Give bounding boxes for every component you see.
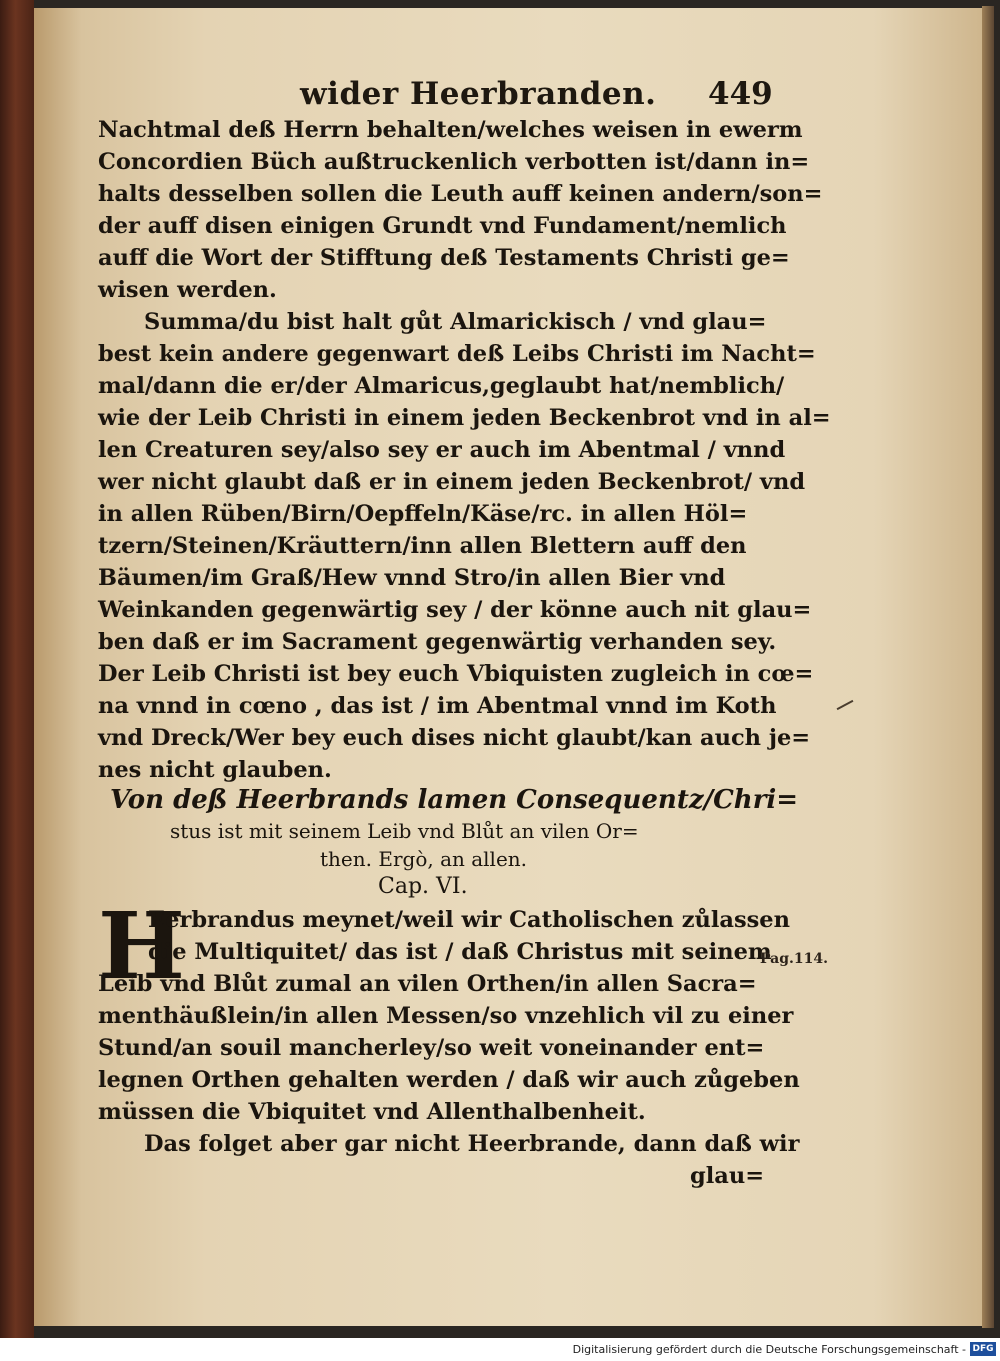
page-number: 449 [708,76,773,112]
text-line: auff die Wort der Stifftung deß Testaments Christi ge= [98,245,790,271]
drop-cap: H [98,892,185,1000]
book-spine [0,0,34,1338]
dfg-logo-icon: DFG [970,1342,996,1356]
text-line: müssen die Vbiquitet vnd Allenthalbenheit. [98,1099,646,1125]
text-line: Nachtmal deß Herrn behalten/welches weisen in ewerm [98,117,803,143]
text-line: Das folget aber gar nicht Heerbrande, dann daß wir [144,1131,800,1157]
text-line: halts desselben sollen die Leuth auff keinen andern/son= [98,181,823,207]
text-line: der auff disen einigen Grundt vnd Fundament/nemlich [98,213,787,239]
chapter-heading-cont: stus ist mit seinem Leib vnd Blůt an vilen Or= [170,819,639,843]
catchword: glau= [690,1163,765,1189]
chapter-label: Cap. VI. [378,874,468,899]
text-line: ben daß er im Sacrament gegenwärtig verhanden sey. [98,629,777,655]
footer [0,1338,1000,1361]
text-line: die Multiquitet/ das ist / daß Christus mit seinem [148,939,772,965]
text-line: best kein andere gegenwart deß Leibs Christi im Nacht= [98,341,816,367]
text-line: Der Leib Christi ist bey euch Vbiquisten zugleich in cœ= [98,661,814,687]
text-line: Concordien Büch außtruckenlich verbotten ist/dann in= [98,149,810,175]
funding-credit: Digitalisierung gefördert durch die Deutsche Forschungsgemeinschaft - [572,1343,966,1356]
text-line: legnen Orthen gehalten werden / daß wir auch zůgeben [98,1067,800,1093]
text-line: Leib vnd Blůt zumal an vilen Orthen/in allen Sacra= [98,971,757,997]
text-line: wisen werden. [98,277,277,303]
text-line: len Creaturen sey/also sey er auch im Abentmal / vnnd [98,437,786,463]
text-line: Bäumen/im Graß/Hew vnnd Stro/in allen Bier vnd [98,565,726,591]
text-line: in allen Rüben/Birn/Oepffeln/Käse/rc. in allen Höl= [98,501,748,527]
chapter-heading: Von deß Heerbrands lamen Consequentz/Chri= [110,785,799,815]
text-line: wie der Leib Christi in einem jeden Beckenbrot vnd in al= [98,405,831,431]
text-line: Eerbrandus meynet/weil wir Catholischen zůlassen [148,907,790,933]
text-line: mal/dann die er/der Almaricus,geglaubt hat/nemblich/ [98,373,785,399]
page-edge [982,6,994,1328]
text-line: tzern/Steinen/Kräuttern/inn allen Blettern auff den [98,533,747,559]
margin-note: Pag.114. [760,951,828,967]
text-line: wer nicht glaubt daß er in einem jeden Beckenbrot/ vnd [98,469,806,495]
text-line: menthäußlein/in allen Messen/so vnzehlich vil zu einer [98,1003,794,1029]
chapter-heading-end: then. Ergò, an allen. [320,847,528,871]
text-line: Weinkanden gegenwärtig sey / der könne auch nit glau= [98,597,812,623]
running-head: wider Heerbranden. [300,76,657,112]
text-line: vnd Dreck/Wer bey euch dises nicht glaubt/kan auch je= [98,725,811,751]
text-line: nes nicht glauben. [98,757,332,783]
text-line: na vnnd in cœno , das ist / im Abentmal vnnd im Koth [98,693,777,719]
text-line: Stund/an souil mancherley/so weit voneinander ent= [98,1035,765,1061]
text-line: Summa/du bist halt gůt Almarickisch / vnd glau= [144,309,767,335]
